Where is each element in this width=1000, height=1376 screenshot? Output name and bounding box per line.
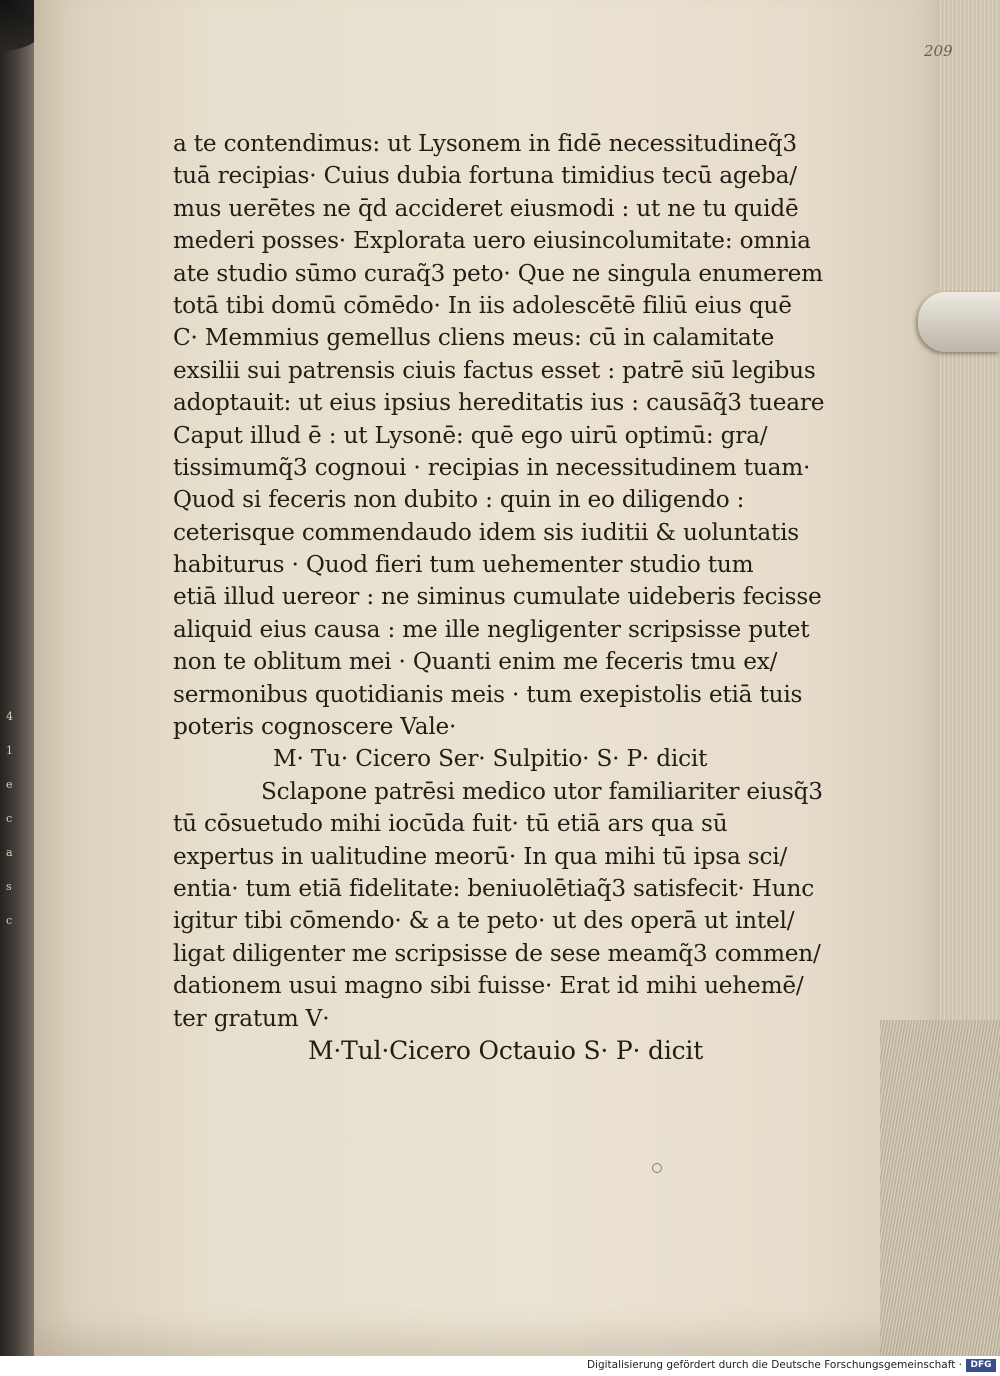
- text-line: poteris cognoscere Vale·: [173, 713, 457, 741]
- main-text: [173, 128, 823, 1067]
- margin-mark: a: [6, 846, 13, 859]
- text-line: ligat diligenter me scripsisse de sese meamq̃3 commen/: [173, 939, 821, 967]
- text-line: aliquid eius causa : me ille negligenter scripsisse putet: [173, 615, 810, 643]
- margin-mark: c: [6, 812, 13, 825]
- text-line: mus uerētes ne q̄d accideret eiusmodi : ut ne tu quidē: [173, 194, 799, 222]
- dfg-logo: DFG: [966, 1359, 996, 1372]
- text-line: Sclapone patrēsi medico utor familiariter eiusq̃3: [261, 777, 823, 805]
- text-line: entia· tum etiā fidelitate: beniuolētiaq̃3 satisfecit· Hunc: [173, 874, 815, 902]
- ornament-circle: [652, 1163, 662, 1173]
- page-marker-tab[interactable]: [918, 292, 1000, 352]
- folio-number: 209: [924, 42, 953, 60]
- text-line: totā tibi domū cōmēdo· In iis adolescētē filiū eius quē: [173, 291, 792, 319]
- text-line: igitur tibi cōmendo· & a te peto· ut des operā ut intel/: [173, 907, 795, 935]
- text-line: tissimumq̃3 cognoui · recipias in necessitudinem tuam·: [173, 453, 811, 481]
- text-line: habiturus · Quod fieri tum uehementer studio tum: [173, 551, 754, 579]
- text-line: Quod si feceris non dubito : quin in eo diligendo :: [173, 486, 745, 514]
- text-line: ter gratum V·: [173, 1004, 330, 1032]
- text-line: tū cōsuetudo mihi iocūda fuit· tū etiā ars qua sū: [173, 810, 728, 838]
- text-line: tuā recipias· Cuius dubia fortuna timidius tecū ageba/: [173, 162, 797, 190]
- footer-bar: [0, 1356, 1000, 1376]
- text-line: etiā illud uereor : ne siminus cumulate uideberis fecisse: [173, 583, 822, 611]
- text-line: expertus in ualitudine meorū· In qua mihi tū ipsa sci/: [173, 842, 788, 870]
- text-line: ate studio sūmo curaq̃3 peto· Que ne singula enumerem: [173, 259, 823, 287]
- letter-two-body: [173, 776, 823, 1035]
- text-line: C· Memmius gemellus cliens meus: cū in calamitate: [173, 324, 775, 352]
- text-line: sermonibus quotidianis meis · tum exepistolis etiā tuis: [173, 680, 803, 708]
- text-line: non te oblitum mei · Quanti enim me feceris tmu ex/: [173, 648, 778, 676]
- margin-mark: e: [6, 778, 13, 791]
- margin-mark: s: [6, 880, 12, 893]
- text-line: ceterisque commendaudo idem sis iuditii & uoluntatis: [173, 518, 799, 546]
- letter-heading: M· Tu· Cicero Ser· Sulpitio· S· P· dicit: [273, 745, 708, 773]
- page-stack-bottom: [880, 1020, 1000, 1356]
- margin-mark: 1: [6, 744, 13, 757]
- text-line: adoptauit: ut eius ipsius hereditatis ius : causāq̃3 tueare: [173, 389, 825, 417]
- letter-body: [173, 128, 823, 743]
- text-line: a te contendimus: ut Lysonem in fidē necessitudineq̃3: [173, 130, 797, 157]
- margin-mark: c: [6, 914, 13, 927]
- letter-heading-2: M·Tul·Cicero Octauio S· P· dicit: [308, 1035, 704, 1065]
- facing-page-marks: [6, 700, 26, 938]
- text-line: exsilii sui patrensis ciuis factus esset : patrē siū legibus: [173, 356, 816, 384]
- text-line: mederi posses· Explorata uero eiusincolumitate: omnia: [173, 227, 811, 255]
- text-line: dationem usui magno sibi fuisse· Erat id mihi uehemē/: [173, 972, 804, 1000]
- margin-mark: 4: [6, 710, 13, 723]
- text-line: Caput illud ē : ut Lysonē: quē ego uirū optimū: gra/: [173, 421, 768, 449]
- funding-notice: Digitalisierung gefördert durch die Deutsche Forschungsgemeinschaft ·: [586, 1359, 962, 1371]
